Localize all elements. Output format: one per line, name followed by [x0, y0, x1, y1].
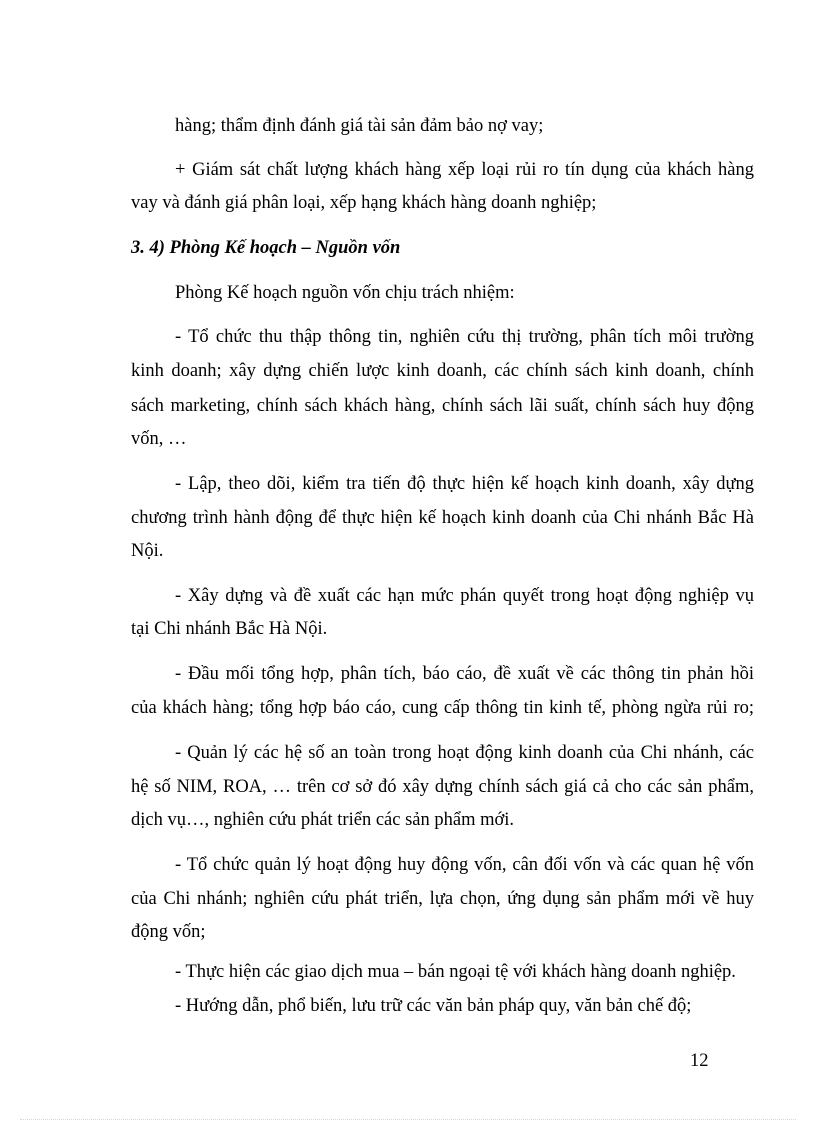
- page-number: 12: [690, 1051, 709, 1071]
- text-line: + Giám sát chất lượng khách hàng xếp loại rủi ro tín dụng của khách hàng: [175, 160, 754, 180]
- text-line: - Hướng dẫn, phổ biến, lưu trữ các văn bản pháp quy, văn bản chế độ;: [175, 996, 692, 1016]
- text-line: tại Chi nhánh Bắc Hà Nội.: [131, 619, 328, 639]
- text-line: vốn, …: [131, 429, 187, 449]
- text-line: Phòng Kế hoạch nguồn vốn chịu trách nhiệm:: [175, 283, 515, 303]
- text-line: - Thực hiện các giao dịch mua – bán ngoại tệ với khách hàng doanh nghiệp.: [175, 962, 736, 982]
- text-line: - Lập, theo dõi, kiểm tra tiến độ thực hiện kế hoạch kinh doanh, xây dựng: [175, 474, 754, 494]
- text-line: vay và đánh giá phân loại, xếp hạng khách hàng doanh nghiệp;: [131, 193, 597, 213]
- text-line: - Tổ chức quản lý hoạt động huy động vốn, cân đối vốn và các quan hệ vốn: [175, 855, 754, 875]
- text-line: Nội.: [131, 541, 164, 561]
- text-line: chương trình hành động để thực hiện kế hoạch kinh doanh của Chi nhánh Bắc Hà: [131, 508, 754, 528]
- text-line: của Chi nhánh; nghiên cứu phát triển, lựa chọn, ứng dụng sản phẩm mới về huy: [131, 889, 754, 909]
- text-line: hệ số NIM, ROA, … trên cơ sở đó xây dựng chính sách giá cả cho các sản phẩm,: [131, 777, 754, 797]
- text-line: - Đầu mối tổng hợp, phân tích, báo cáo, đề xuất về các thông tin phản hồi: [175, 664, 754, 684]
- text-line: - Xây dựng và đề xuất các hạn mức phán quyết trong hoạt động nghiệp vụ: [175, 586, 754, 606]
- text-line: - Quản lý các hệ số an toàn trong hoạt động kinh doanh của Chi nhánh, các: [175, 743, 754, 763]
- text-line: kinh doanh; xây dựng chiến lược kinh doanh, các chính sách kinh doanh, chính: [131, 361, 754, 381]
- text-line: dịch vụ…, nghiên cứu phát triển các sản phẩm mới.: [131, 810, 515, 830]
- text-line: - Tổ chức thu thập thông tin, nghiên cứu thị trường, phân tích môi trường: [175, 327, 754, 347]
- text-line: của khách hàng; tổng hợp báo cáo, cung cấp thông tin kinh tế, phòng ngừa rủi ro;: [131, 698, 754, 718]
- text-line: sách marketing, chính sách khách hàng, chính sách lãi suất, chính sách huy động: [131, 396, 754, 416]
- text-line: hàng; thẩm định đánh giá tài sản đảm bảo nợ vay;: [175, 116, 544, 136]
- text-line: động vốn;: [131, 922, 206, 942]
- section-heading: 3. 4) Phòng Kế hoạch – Nguồn vốn: [131, 238, 401, 258]
- page-bottom-divider: [20, 1119, 796, 1120]
